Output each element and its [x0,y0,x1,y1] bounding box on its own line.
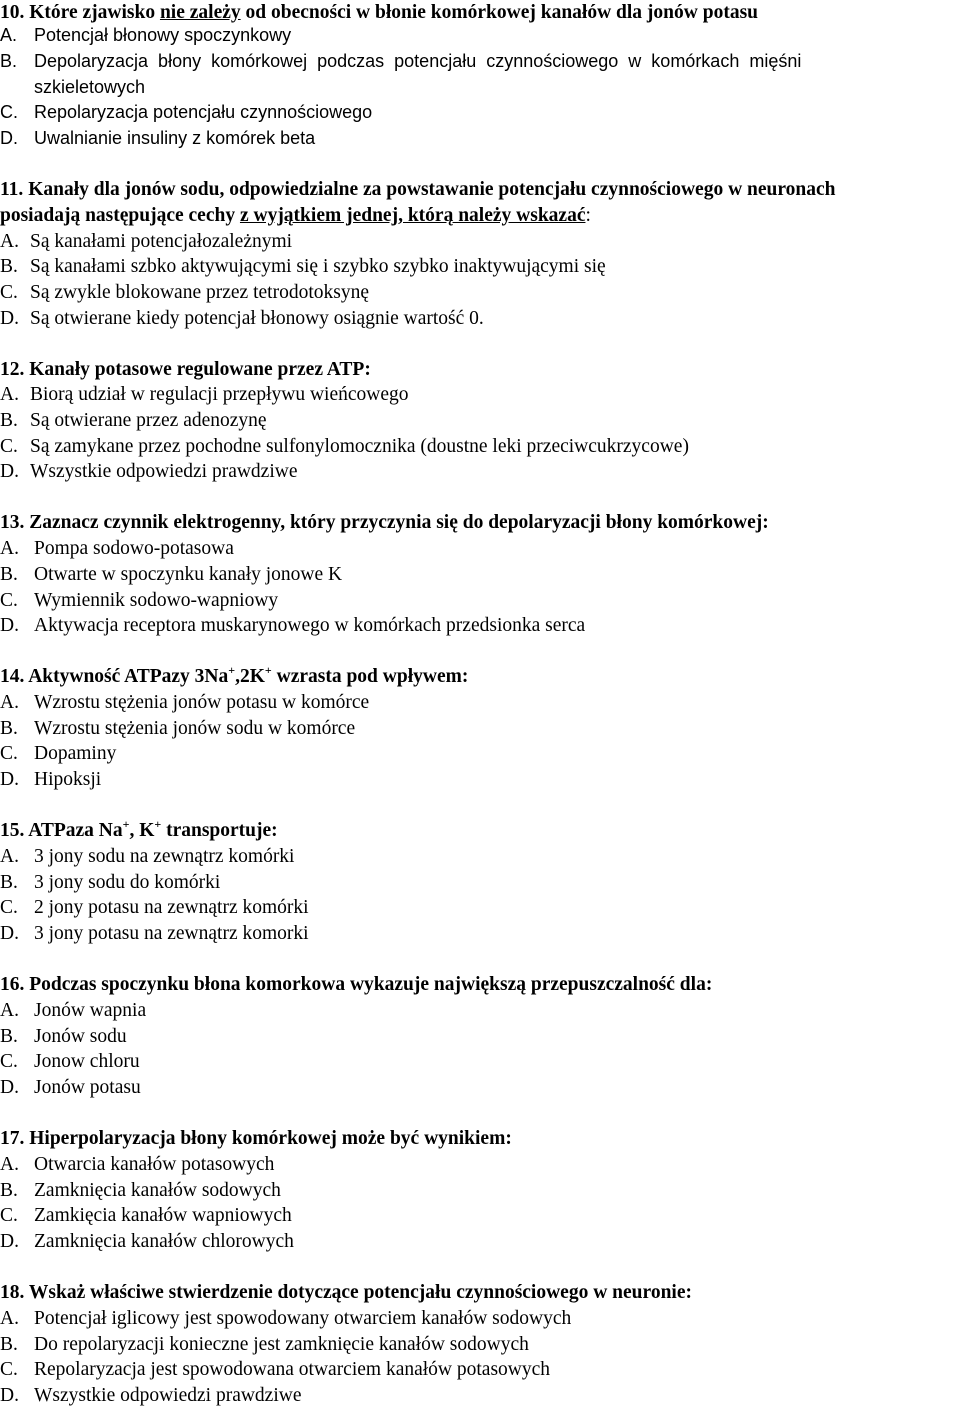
question-17-option-d [0,1229,960,1255]
option-letter: A. [0,846,19,867]
option-letter: B. [0,51,18,71]
question-16-option-a [0,998,960,1024]
question-11-prompt [0,177,960,203]
option-letter: C. [0,1205,18,1226]
question-12-option-a [0,382,960,408]
option-letter: B. [0,1026,18,1047]
option-text: Repolaryzacja potencjału czynnościowego [34,102,373,122]
question-13-option-c [0,588,960,614]
option-letter: B. [0,564,18,585]
option-text: 3 jony sodu do komórki [34,872,221,893]
question-text: ,2K [235,666,265,687]
option-letter: B. [0,1334,18,1355]
question-text: wzrasta pod wpływem: [271,666,469,687]
option-text: Potencjał iglicowy jest spowodowany otwarciem kanałów sodowych [34,1308,572,1329]
question-12-option-b [0,408,960,434]
option-letter: D. [0,1385,19,1406]
option-text: Są otwierane przez adenozynę [30,410,267,431]
question-11-option-d [0,306,960,332]
option-letter: D. [0,769,19,790]
option-text: Wszystkie odpowiedzi prawdziwe [30,461,298,482]
question-11-option-c [0,280,960,306]
option-text: Jonow chloru [34,1051,140,1072]
option-text: Otwarte w spoczynku kanały jonowe K [34,564,343,585]
superscript-plus: + [154,817,162,831]
option-text: Jonów wapnia [34,1000,147,1021]
option-text: Depolaryzacja błony komórkowej podczas potencjału czynnościowego w komórkach mięśni [34,51,802,71]
question-14-option-d [0,767,960,793]
question-18-prompt [0,1280,960,1306]
option-letter: D. [0,615,19,636]
option-letter: C. [0,590,18,611]
question-15-option-d [0,921,960,947]
question-15-option-c [0,895,960,921]
option-letter: C. [0,102,18,122]
option-text: Są otwierane kiedy potencjał błonowy osiągnie wartość 0. [30,308,484,329]
option-text: Uwalnianie insuliny z komórek beta [34,128,316,148]
option-text: Wzrostu stężenia jonów potasu w komórce [34,692,370,713]
option-letter: D. [0,1077,19,1098]
question-12-option-d [0,459,960,485]
question-14-prompt [0,664,960,690]
option-text: Pompa sodowo-potasowa [34,538,234,559]
option-text: Są kanałami szbko aktywującymi się i szybko szybko inaktywującymi się [30,256,606,277]
option-letter: B. [0,1180,18,1201]
option-text: Wymiennik sodowo-wapniowy [34,590,279,611]
question-13-option-a [0,536,960,562]
question-number: 14. [0,666,25,687]
option-text: 3 jony sodu na zewnątrz komórki [34,846,295,867]
question-text: : [585,205,591,226]
option-text: Są kanałami potencjałozależnymi [30,231,293,252]
option-letter: D. [0,461,19,482]
question-10-option-b-continued [0,75,960,101]
superscript-plus: + [122,817,130,831]
question-10-option-d [0,126,960,152]
question-15-option-b [0,870,960,896]
question-13-option-d [0,613,960,639]
question-18-option-a [0,1306,960,1332]
option-text: Zamknięcia kanałów chlorowych [34,1231,294,1252]
question-18-option-d [0,1383,960,1409]
option-text: Aktywacja receptora muskarynowego w komórkach przedsionka serca [34,615,586,636]
question-18-option-c [0,1357,960,1383]
question-16-option-c [0,1049,960,1075]
option-text: Jonów potasu [34,1077,141,1098]
question-14-option-b [0,716,960,742]
option-text: Są zamykane przez pochodne sulfonylomocznika (doustne leki przeciwcukrzycowe) [30,436,689,457]
option-letter: C. [0,897,18,918]
question-17-option-a [0,1152,960,1178]
question-16-option-b [0,1024,960,1050]
question-text: od obecności w błonie komórkowej kanałów dla jonów potasu [240,2,758,23]
option-letter: A. [0,1154,19,1175]
question-10-option-a [0,23,960,49]
option-letter: C. [0,282,18,303]
question-10-option-b [0,49,960,75]
option-letter: B. [0,256,18,277]
question-16-prompt [0,972,960,998]
question-text: ATPaza Na [28,820,123,841]
question-17-prompt [0,1126,960,1152]
option-text: Repolaryzacja jest spowodowana otwarciem kanałów potasowych [34,1359,551,1380]
question-text: Aktywność ATPazy 3Na [28,666,229,687]
question-text-underlined: z wyjątkiem jednej, którą należy wskazać [239,205,586,226]
question-text: Hiperpolaryzacja błony komórkowej może być wynikiem: [29,1128,512,1149]
question-text: , K [129,820,155,841]
question-text-underlined: nie zależy [159,2,241,23]
option-text: Otwarcia kanałów potasowych [34,1154,275,1175]
option-letter: A. [0,25,18,45]
option-letter: A. [0,692,19,713]
question-text: Kanały dla jonów sodu, odpowiedzialne za powstawanie potencjału czynnościowego w neuronach [28,179,836,200]
question-13-option-b [0,562,960,588]
question-18-option-b [0,1332,960,1358]
option-letter: B. [0,718,18,739]
question-number: 18. [0,1282,25,1303]
option-letter: A. [0,384,19,405]
superscript-plus: + [228,663,236,677]
question-number: 13. [0,512,25,533]
question-11-prompt-continued [0,203,960,229]
question-text: Kanały potasowe regulowane przez ATP: [29,359,371,380]
superscript-plus: + [264,663,272,677]
option-letter: D. [0,923,19,944]
question-text: Podczas spoczynku błona komorkowa wykazuje największą przepuszczalność dla: [29,974,713,995]
question-text: Zaznacz czynnik elektrogenny, który przyczynia się do depolaryzacji błony komórkowej: [29,512,769,533]
question-number: 12. [0,359,25,380]
option-letter: A. [0,538,19,559]
question-10-option-c [0,100,960,126]
option-text: 2 jony potasu na zewnątrz komórki [34,897,309,918]
question-number: 15. [0,820,25,841]
question-text: transportuje: [161,820,278,841]
option-text: 3 jony potasu na zewnątrz komorki [34,923,309,944]
option-text: szkieletowych [34,77,146,97]
question-15-prompt [0,818,960,844]
question-14-option-a [0,690,960,716]
question-17-option-b [0,1178,960,1204]
option-text: Hipoksji [34,769,102,790]
option-text: Biorą udział w regulacji przepływu wieńcowego [30,384,409,405]
question-number: 17. [0,1128,25,1149]
option-text: Potencjał błonowy spoczynkowy [34,25,292,45]
option-letter: D. [0,1231,19,1252]
option-letter: D. [0,128,18,148]
option-letter: D. [0,308,19,329]
option-letter: A. [0,231,19,252]
question-12-prompt [0,357,960,383]
option-text: Wzrostu stężenia jonów sodu w komórce [34,718,356,739]
option-text: Jonów sodu [34,1026,127,1047]
question-text: Które zjawisko [29,2,160,23]
option-letter: C. [0,743,18,764]
option-letter: A. [0,1000,19,1021]
option-text: Wszystkie odpowiedzi prawdziwe [34,1385,302,1406]
option-letter: B. [0,872,18,893]
question-number: 11. [0,179,24,200]
option-letter: C. [0,1051,18,1072]
question-text: Wskaż właściwe stwierdzenie dotyczące potencjału czynnościowego w neuronie: [28,1282,692,1303]
option-letter: A. [0,1308,19,1329]
question-13-prompt [0,510,960,536]
option-text: Zamknięcia kanałów sodowych [34,1180,281,1201]
question-number: 10. [0,2,25,23]
question-number: 16. [0,974,25,995]
question-16-option-d [0,1075,960,1101]
question-12-option-c [0,434,960,460]
question-17-option-c [0,1203,960,1229]
question-11-option-a [0,229,960,255]
question-11-option-b [0,254,960,280]
option-text: Dopaminy [34,743,117,764]
option-letter: C. [0,1359,18,1380]
option-text: Do repolaryzacji konieczne jest zamknięcie kanałów sodowych [34,1334,529,1355]
question-10-prompt [0,0,960,26]
option-text: Zamkięcia kanałów wapniowych [34,1205,292,1226]
option-letter: B. [0,410,18,431]
question-14-option-c [0,741,960,767]
option-letter: C. [0,436,18,457]
question-text: posiadają następujące cechy [0,205,240,226]
question-15-option-a [0,844,960,870]
option-text: Są zwykle blokowane przez tetrodotoksynę [30,282,369,303]
